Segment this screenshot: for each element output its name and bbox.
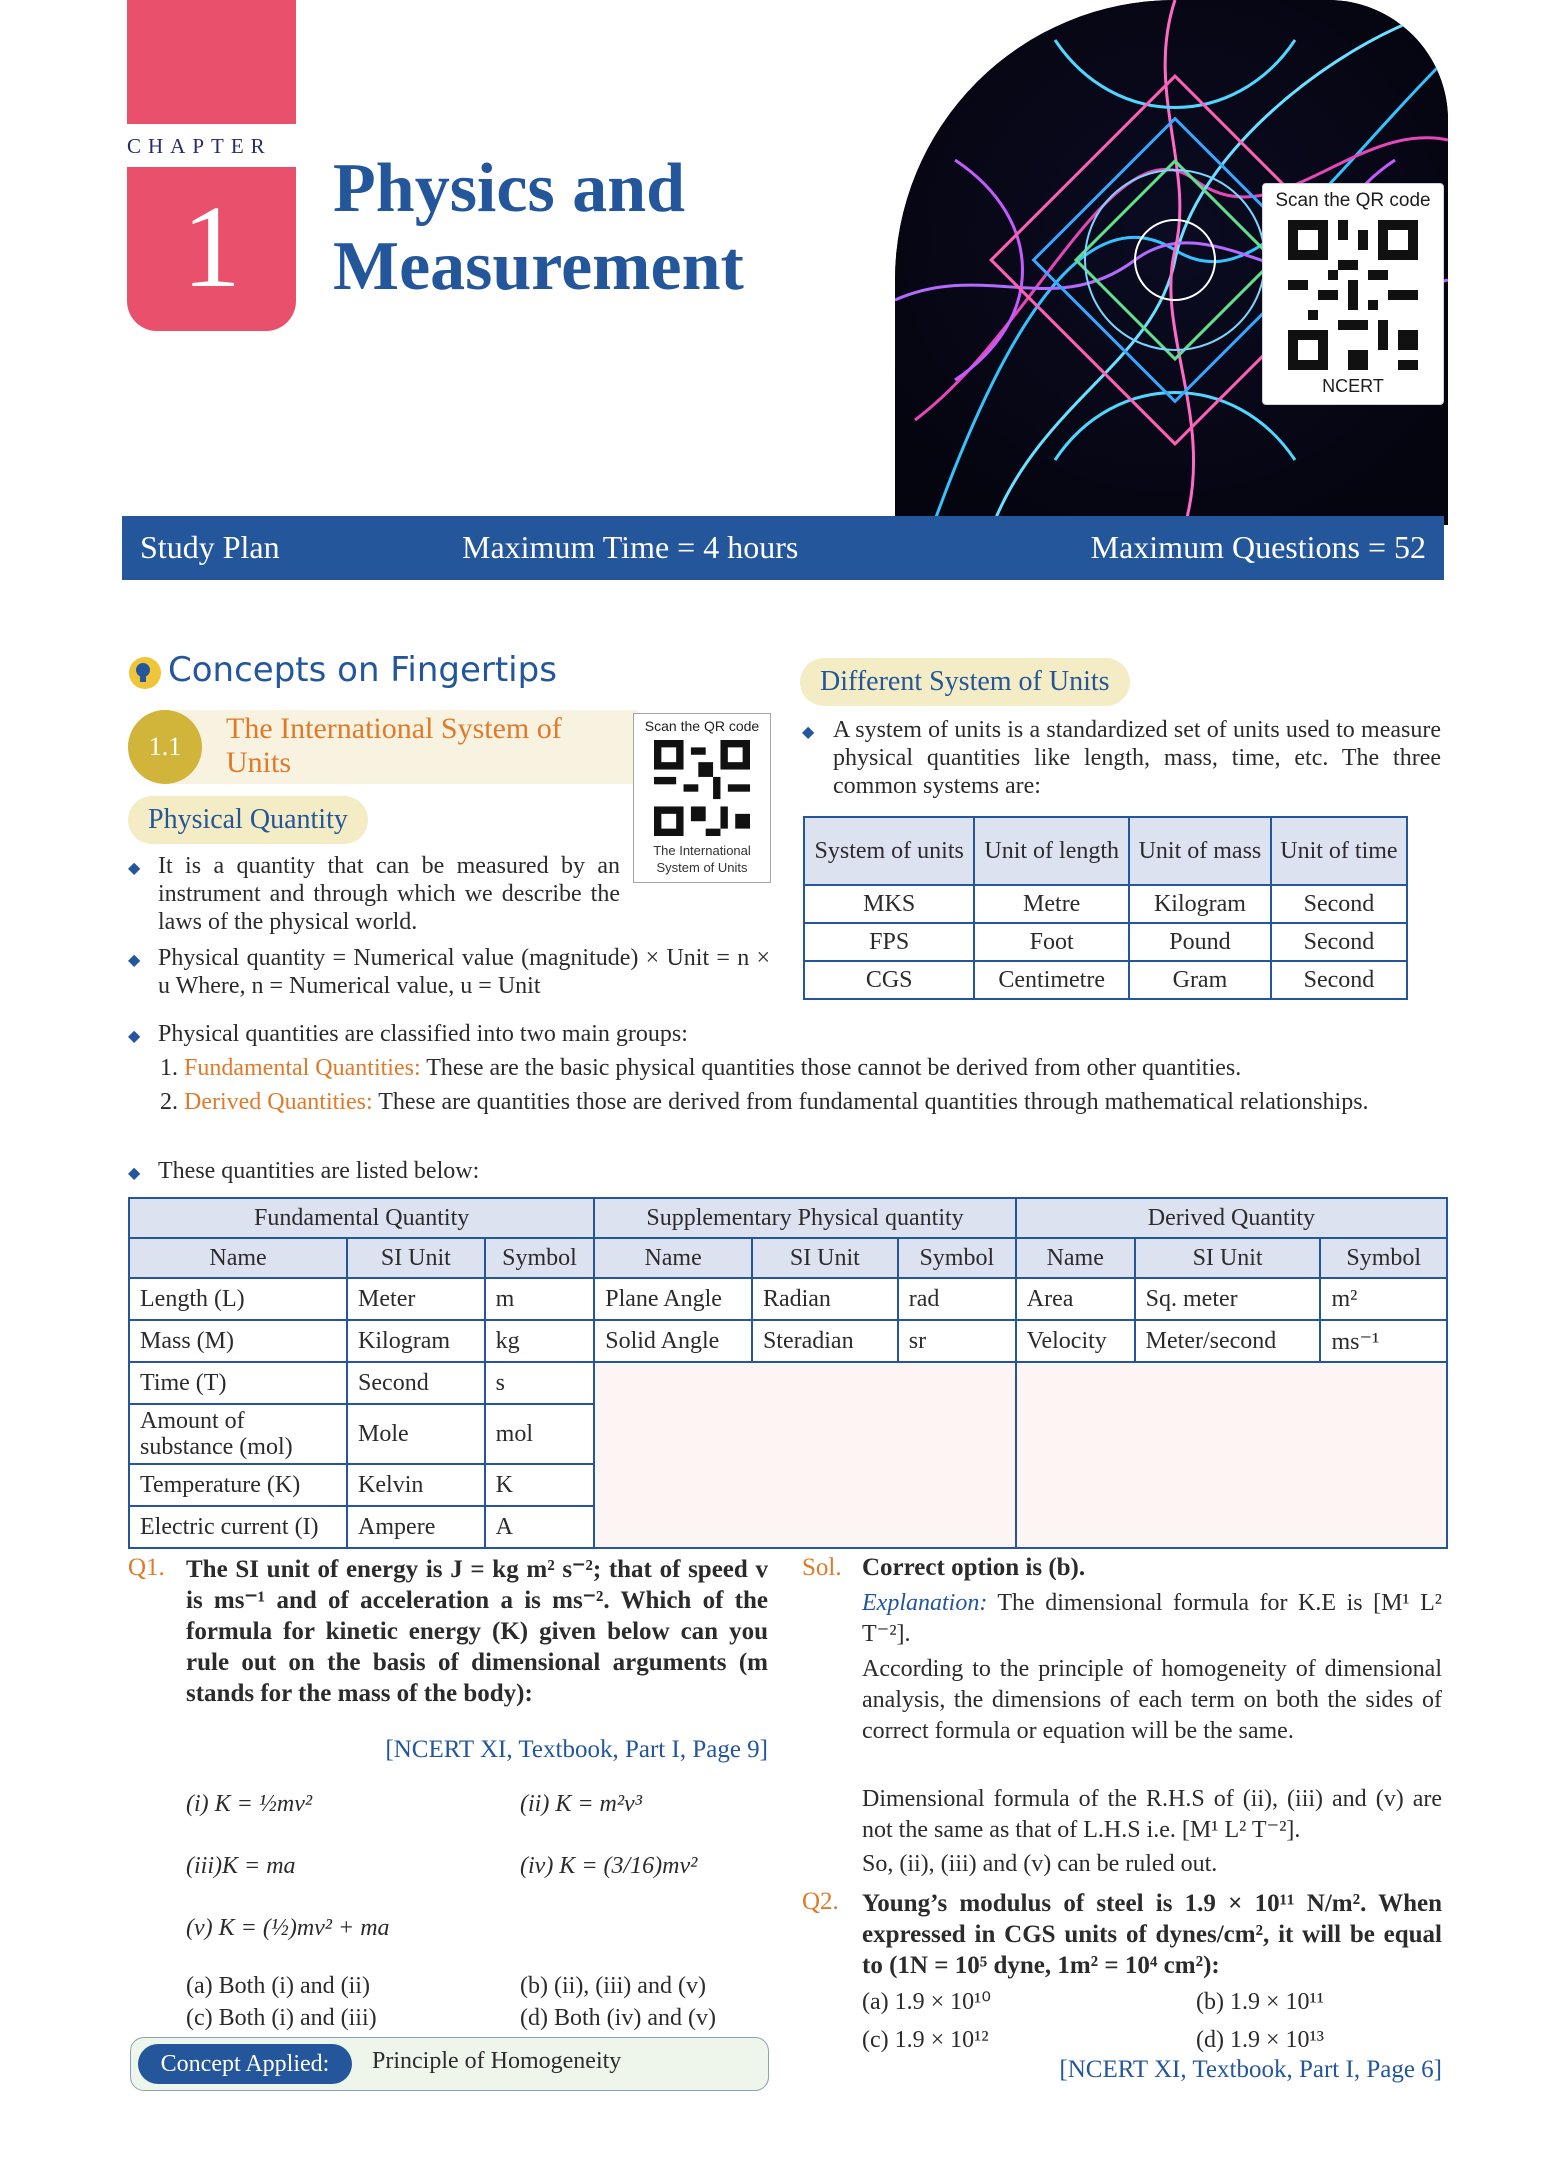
table-cell: Time (T) — [129, 1362, 347, 1404]
q2-reference: [NCERT XI, Textbook, Part I, Page 6] — [1059, 2056, 1442, 2083]
table-header-cell: Symbol — [485, 1238, 595, 1278]
table-group-row — [129, 1198, 1447, 1238]
table-cell: CGS — [804, 961, 974, 999]
formula-i: (i) K = ½mv² — [186, 1791, 313, 1817]
empty-cell — [594, 1362, 1016, 1548]
q2-option-b: (b) 1.9 × 10¹¹ — [1196, 1989, 1324, 2015]
table-cell: Mole — [347, 1404, 485, 1464]
table-cell: Metre — [974, 885, 1129, 923]
table-cell: Velocity — [1016, 1320, 1135, 1362]
explanation-label: Explanation: — [862, 1590, 988, 1616]
table-cell: rad — [898, 1278, 1016, 1320]
q1-label: Q1. — [128, 1554, 165, 1581]
table-header-cell: Name — [129, 1238, 347, 1278]
table-cell: sr — [898, 1320, 1016, 1362]
derived-text: These are quantities those are derived from fundamental quantities through mathematical relationships. — [372, 1089, 1369, 1115]
table-cell: Sq. meter — [1135, 1278, 1321, 1320]
section-title-line1: The International System of — [226, 712, 562, 745]
bullet-icon: ◆ — [128, 1026, 141, 1045]
qr-card-title: Scan the QR code — [1275, 190, 1431, 211]
table-cell: Pound — [1129, 923, 1271, 961]
pq-bullet-1: It is a quantity that can be measured by an instrument and through which we describe the laws of the physical world. — [158, 853, 620, 935]
section-title-line2: Units — [226, 746, 292, 779]
empty-cell — [1016, 1362, 1447, 1548]
table-cell: Kilogram — [347, 1320, 485, 1362]
table-cell: A — [485, 1506, 595, 1548]
bullet-icon: ◆ — [802, 722, 815, 741]
table-cell: Kilogram — [1129, 885, 1271, 923]
q2-option-c: (c) 1.9 × 10¹² — [862, 2027, 989, 2053]
table-cell: m — [485, 1278, 595, 1320]
systems-intro: A system of units is a standardized set of units used to measure physical quantities like length, mass, time, etc. The three common systems are: — [833, 717, 1441, 799]
study-plan-bar — [122, 516, 1444, 580]
table-header-cell: System of units — [804, 817, 974, 885]
derived-term: Derived Quantities: — [184, 1089, 373, 1115]
section-number: 1.1 — [128, 710, 202, 784]
q1-option-b: (b) (ii), (iii) and (v) — [520, 1973, 706, 1999]
bullet-icon: ◆ — [128, 950, 141, 969]
derived-item — [160, 1088, 1448, 1116]
table-cell: Electric current (I) — [129, 1506, 347, 1548]
formula-v: (v) K = (½)mv² + ma — [186, 1915, 390, 1941]
section-qr-footer-line1: The International — [653, 843, 751, 858]
table-cell: Solid Angle — [594, 1320, 752, 1362]
sol-para-2: Dimensional formula of the R.H.S of (ii), (iii) and (v) are not the same as that of L.H.S i.e. [M¹ L² T⁻²]. — [862, 1786, 1442, 1843]
qr-code-card[interactable] — [1262, 183, 1444, 405]
table-header-row — [129, 1238, 1447, 1278]
fundamental-text: These are the basic physical quantities those cannot be derived from other quantities. — [420, 1055, 1242, 1081]
table-header-row — [804, 817, 1407, 885]
q1-option-c: (c) Both (i) and (iii) — [186, 2005, 377, 2031]
table-cell: Second — [1271, 885, 1407, 923]
table-cell: Temperature (K) — [129, 1464, 347, 1506]
q2-option-d: (d) 1.9 × 10¹³ — [1196, 2027, 1324, 2053]
listed-below: These quantities are listed below: — [158, 1158, 480, 1184]
table-cell: m² — [1320, 1278, 1447, 1320]
q1-text: The SI unit of energy is J = kg m² s⁻²; that of speed v is ms⁻¹ and of acceleration a is ms⁻². Which of the formula for kinetic energy (K) given below can you rule out on the basis of dimensional arguments (m stands for the mass of the body): — [186, 1556, 768, 1707]
table-header-cell: SI Unit — [752, 1238, 898, 1278]
study-plan-label: Study Plan — [140, 529, 280, 565]
fundamental-term: Fundamental Quantities: — [184, 1055, 421, 1081]
concepts-heading: Concepts on Fingertips — [168, 650, 557, 690]
table-header-cell: Name — [1016, 1238, 1135, 1278]
chapter-tab-top — [127, 0, 296, 124]
table-cell: Length (L) — [129, 1278, 347, 1320]
table-header-cell: Name — [594, 1238, 752, 1278]
formula-iv: (iv) K = (3/16)mv² — [520, 1853, 698, 1879]
table-cell: Foot — [974, 923, 1129, 961]
table-row — [129, 1320, 1447, 1362]
table-cell: Radian — [752, 1278, 898, 1320]
sol-explanation — [862, 1588, 1442, 1650]
table-cell: Centimetre — [974, 961, 1129, 999]
table-header-cell: SI Unit — [1135, 1238, 1321, 1278]
chapter-label: CHAPTER — [127, 134, 272, 158]
chapter-title — [333, 150, 893, 306]
concept-bulb-icon — [128, 656, 162, 690]
table-cell: Kelvin — [347, 1464, 485, 1506]
fundamental-item — [160, 1054, 1450, 1082]
table-group-header: Supplementary Physical quantity — [594, 1198, 1016, 1238]
section-qr-title: Scan the QR code — [644, 718, 760, 734]
table-cell: Gram — [1129, 961, 1271, 999]
table-cell: mol — [485, 1404, 595, 1464]
q2-option-a: (a) 1.9 × 10¹⁰ — [862, 1989, 991, 2015]
bullet-icon: ◆ — [128, 1163, 141, 1182]
formula-ii: (ii) K = m²v³ — [520, 1791, 642, 1817]
table-header-cell: Symbol — [1320, 1238, 1447, 1278]
sol-para-1: According to the principle of homogeneity of dimensional analysis, the dimensions of each term on both the sides of correct formula or equation will be the same. — [862, 1656, 1442, 1744]
table-cell: MKS — [804, 885, 974, 923]
table-cell: s — [485, 1362, 595, 1404]
section-qr-footer-line2: System of Units — [656, 860, 748, 875]
formula-iii: (iii)K = ma — [186, 1853, 296, 1879]
table-row — [129, 1362, 1447, 1404]
table-cell: kg — [485, 1320, 595, 1362]
physical-quantity-heading: Physical Quantity — [128, 796, 368, 844]
sol-answer: Correct option is (b). — [862, 1554, 1086, 1581]
section-qr-card[interactable] — [633, 713, 771, 883]
pq-bullet-2: Physical quantity = Numerical value (magnitude) × Unit = n × u Where, n = Numerical value, u = Unit — [158, 945, 770, 999]
table-header-cell: Unit of length — [974, 817, 1129, 885]
q2-text: Young’s modulus of steel is 1.9 × 10¹¹ N/m². When expressed in CGS units of dynes/cm², it will be equal to (1N = 10⁵ dyne, 1m² = 10⁴ cm²): — [862, 1890, 1442, 1979]
section-qr-footer — [634, 842, 770, 876]
table-cell: Ampere — [347, 1506, 485, 1548]
classification-intro: Physical quantities are classified into two main groups: — [158, 1021, 688, 1047]
table-header-cell: Unit of mass — [1129, 817, 1271, 885]
chapter-title-line2: Measurement — [333, 228, 744, 305]
table-header-cell: Unit of time — [1271, 817, 1407, 885]
study-plan-questions: Maximum Questions = 52 — [1090, 529, 1426, 565]
quantities-table — [128, 1197, 1448, 1549]
table-cell: K — [485, 1464, 595, 1506]
qr-code-icon — [654, 740, 750, 836]
study-plan-time: Maximum Time = 4 hours — [462, 529, 799, 565]
list-number: 1. — [160, 1055, 178, 1081]
table-row — [804, 885, 1407, 923]
systems-heading: Different System of Units — [800, 658, 1130, 706]
section-title — [226, 712, 646, 780]
table-cell: Mass (M) — [129, 1320, 347, 1362]
qr-code-icon — [1288, 220, 1418, 370]
table-cell: Plane Angle — [594, 1278, 752, 1320]
table-cell: Amount of substance (mol) — [129, 1404, 347, 1464]
explanation-text: The dimensional formula for K.E is [M¹ L² T⁻²]. — [862, 1590, 1442, 1647]
units-systems-table — [803, 816, 1408, 1000]
qr-card-footer: NCERT — [1322, 376, 1384, 396]
table-cell: Steradian — [752, 1320, 898, 1362]
table-cell: Meter/second — [1135, 1320, 1321, 1362]
bullet-icon: ◆ — [128, 858, 141, 877]
q2-label: Q2. — [802, 1888, 839, 1915]
sol-label: Sol. — [802, 1554, 842, 1581]
table-header-cell: SI Unit — [347, 1238, 485, 1278]
q1-option-a: (a) Both (i) and (ii) — [186, 1973, 370, 1999]
table-cell: Second — [1271, 923, 1407, 961]
concept-applied-label: Concept Applied: — [138, 2044, 352, 2084]
table-header-cell: Symbol — [898, 1238, 1016, 1278]
q1-option-d: (d) Both (iv) and (v) — [520, 2005, 716, 2031]
table-cell: ms⁻¹ — [1320, 1320, 1447, 1362]
concept-applied-text: Principle of Homogeneity — [372, 2048, 622, 2074]
sol-para-3: So, (ii), (iii) and (v) can be ruled out. — [862, 1851, 1218, 1877]
chapter-number: 1 — [127, 167, 296, 331]
list-number: 2. — [160, 1089, 178, 1115]
table-group-header: Derived Quantity — [1016, 1198, 1447, 1238]
table-row — [804, 961, 1407, 999]
table-cell: Meter — [347, 1278, 485, 1320]
q1-reference: [NCERT XI, Textbook, Part I, Page 9] — [385, 1736, 768, 1763]
table-row — [129, 1278, 1447, 1320]
table-group-header: Fundamental Quantity — [129, 1198, 594, 1238]
table-cell: Second — [347, 1362, 485, 1404]
table-cell: Area — [1016, 1278, 1135, 1320]
table-cell: FPS — [804, 923, 974, 961]
table-row — [804, 923, 1407, 961]
table-cell: Second — [1271, 961, 1407, 999]
chapter-title-line1: Physics and — [333, 150, 686, 227]
